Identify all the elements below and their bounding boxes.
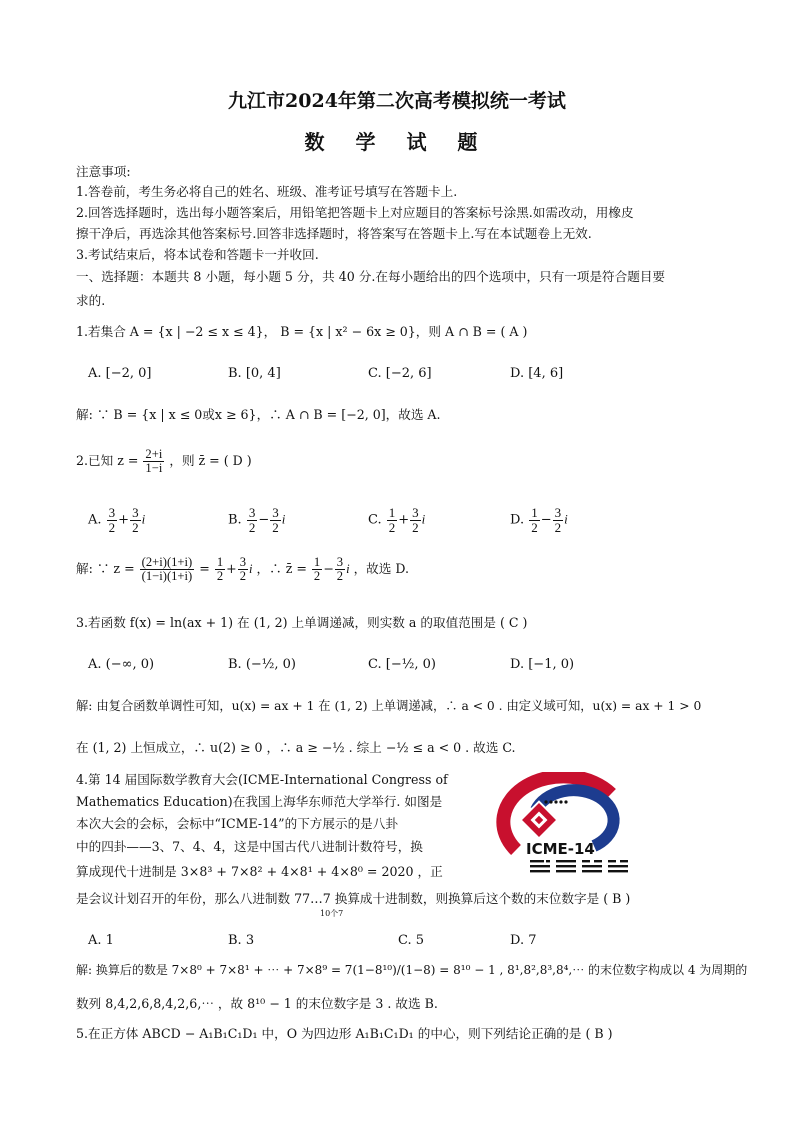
notice-item: 擦干净后，再选涂其他答案标号.回答非选择题时，将答案写在答题卡上.写在本试题卷上无效. [76, 226, 592, 241]
q4-stem-line: 算成现代十进制是 3×8³ + 7×8² + 4×8¹ + 4×8⁰ = 2020 ，正 [76, 864, 443, 879]
q2-option-a: A. $\frac{3}{2}$ + $\frac{3}{2}$ i [88, 505, 146, 535]
q3-option-b: B. (−½, 0) [228, 657, 296, 672]
q2-stem: 2.已知 z = $\frac{2+i}{1-i}$ ，则 z̄ = ( D ) [76, 447, 252, 476]
bagua-trigrams [530, 860, 628, 872]
q1-option-a: A. [−2, 0] [88, 366, 152, 381]
q3-option-a: A. (−∞, 0) [88, 657, 155, 672]
q4-option-c: C. 5 [398, 933, 425, 948]
q3-solution-line2: 在 (1, 2) 上恒成立，∴ u(2) ≥ 0 ，∴ a ≥ −½ . 综上 −½ ≤ a < 0 . 故选 C. [76, 740, 516, 755]
q2-solution: 解: ∵ z = $\frac{(2+i)(1+i)}{(1-i)(1+i)}$ = $\frac{1}{2}$ + $\frac{3}{2}$ i ，∴ z̄ = $\frac{1}{2}$ − $\frac{3}{2}$ i ，故选 D. [76, 555, 410, 584]
section-heading-cont: 求的. [76, 293, 106, 308]
q4-stem-line: 是会议计划召开的年份，那么八进制数 77…7 换算成十进制数，则换算后这个数的末位数字是 ( B ) [76, 891, 631, 906]
q2-option-d: D. $\frac{1}{2}$ − $\frac{3}{2}$ i [510, 505, 568, 535]
q2-option-b: B. $\frac{3}{2}$ − $\frac{3}{2}$ i [228, 505, 286, 535]
q1-option-d: D. [4, 6] [510, 366, 564, 381]
q3-stem: 3.若函数 f(x) = ln(ax + 1) 在 (1, 2) 上单调递减，则实数 a 的取值范围是 ( C ) [76, 615, 528, 630]
q4-stem-line: 本次大会的会标，会标中“ICME-14”的下方展示的是八卦 [76, 816, 398, 831]
q4-underbrace-label: 10个7 [320, 909, 344, 918]
q4-stem-line: Mathematics Education)在我国上海华东师范大学举行. 如图是 [76, 794, 443, 809]
logo-diamond [521, 802, 558, 839]
q4-option-b: B. 3 [228, 933, 255, 948]
notice-item: 1.答卷前，考生务必将自己的姓名、班级、准考证号填写在答题卡上. [76, 184, 458, 199]
q4-stem-line: 4.第 14 届国际数学教育大会(ICME-International Congress of [76, 772, 448, 787]
q2-option-c: C. $\frac{1}{2}$ + $\frac{3}{2}$ i [368, 505, 426, 535]
icme-14-logo [476, 772, 676, 882]
q5-stem: 5.在正方体 ABCD − A₁B₁C₁D₁ 中，O 为四边形 A₁B₁C₁D₁ 的中心，则下列结论正确的是 ( B ) [76, 1026, 613, 1041]
notice-item: 3.考试结束后，将本试卷和答题卡一并收回. [76, 247, 319, 262]
q4-solution-line2: 数列 8,4,2,6,8,4,2,6,⋯ ，故 8¹⁰ − 1 的末位数字是 3 . 故选 B. [76, 996, 438, 1011]
q1-solution: 解: ∵ B = {x | x ≤ 0或x ≥ 6}，∴ A ∩ B = [−2, 0]，故选 A. [76, 407, 441, 422]
q1-stem: 1.若集合 A = {x | −2 ≤ x ≤ 4}， B = {x | x² − 6x ≥ 0}，则 A ∩ B = ( A ) [76, 324, 528, 339]
q4-option-a: A. 1 [88, 933, 114, 948]
q4-stem-line: 中的四卦——3、7、4、4，这是中国古代八进制计数符号，换 [76, 839, 423, 854]
exam-subtitle: 数 学 试 题 [304, 130, 490, 154]
q3-option-d: D. [−1, 0) [510, 657, 575, 672]
q1-option-b: B. [0, 4] [228, 366, 281, 381]
notice-heading: 注意事项: [76, 164, 131, 179]
q4-solution-line1: 解: 换算后的数是 7×8⁰ + 7×8¹ + ⋯ + 7×8⁹ = 7(1−8¹⁰)/(1−8) = 8¹⁰ − 1 , 8¹,8²,8³,8⁴,⋯ 的末位数字构成以 4 为周期的 [76, 963, 748, 977]
logo-text: ICME-14 [526, 840, 595, 858]
q3-option-c: C. [−½, 0) [368, 657, 436, 672]
exam-title: 九江市2024年第二次高考模拟统一考试 [228, 90, 566, 112]
q3-solution-line1: 解: 由复合函数单调性可知，u(x) = ax + 1 在 (1, 2) 上单调递减，∴ a < 0 . 由定义域可知，u(x) = ax + 1 > 0 [76, 699, 702, 713]
notice-item: 2.回答选择题时，选出每小题答案后，用铅笔把答题卡上对应题目的答案标号涂黑.如需改动，用橡皮 [76, 205, 634, 220]
q4-option-d: D. 7 [510, 933, 537, 948]
section-heading: 一、选择题：本题共 8 小题，每小题 5 分，共 40 分.在每小题给出的四个选项中，只有一项是符合题目要 [76, 269, 666, 284]
icme-logo-graphic [476, 772, 676, 882]
q1-option-c: C. [−2, 6] [368, 366, 432, 381]
q2-z-fraction: $\frac{2+i}{1-i}$ [145, 447, 163, 476]
